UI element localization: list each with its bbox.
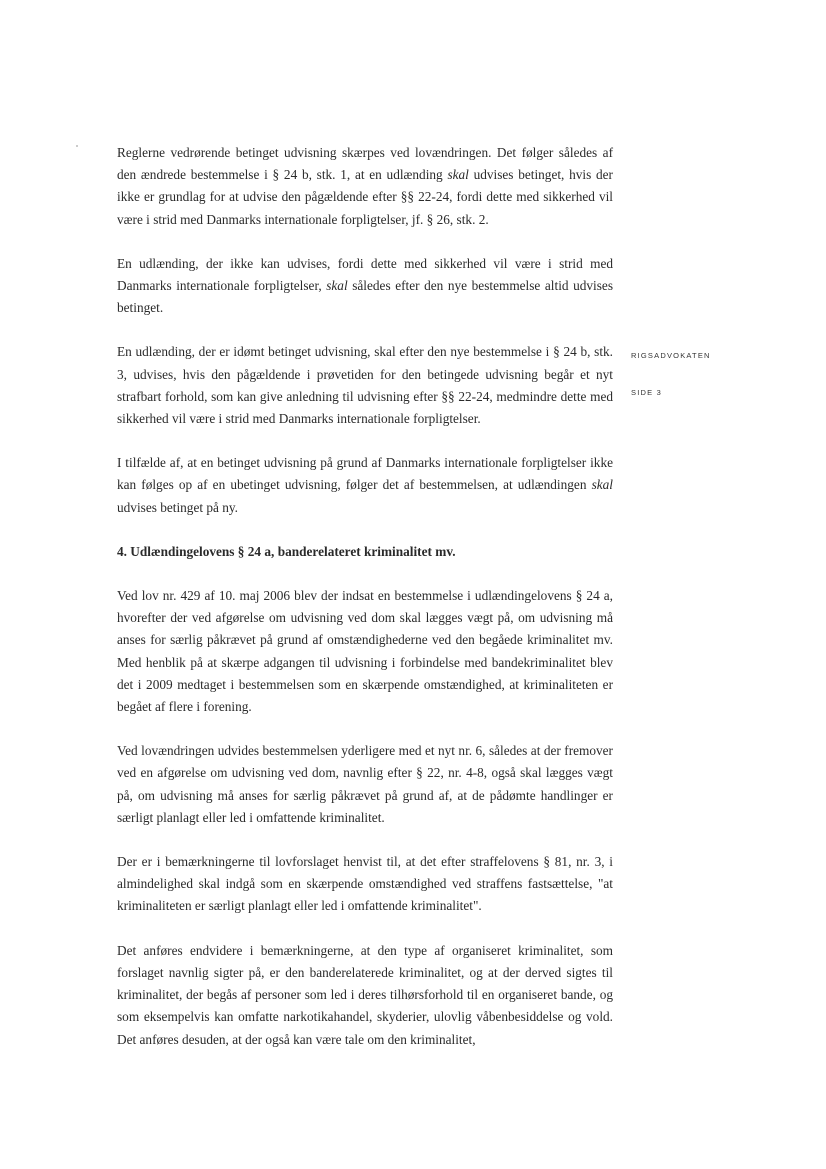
page-number: SIDE 3 (631, 388, 662, 397)
paragraph-2: En udlænding, der ikke kan udvises, fordi dette med sikkerhed vil være i strid med Danmarks internationale forpligtelser, skal således efter den nye bestemmelse altid udvises betinget. (117, 255, 613, 316)
paragraph-1: Reglerne vedrørende betinget udvisning skærpes ved lovændringen. Det følger således af den ændrede bestemmelse i § 24 b, stk. 1, at en udlænding skal udvises betinget, hvis der ikke er grundlag for at udvise den pågældende efter §§ 22-24, fordi dette med sikkerhed vil være i strid med Danmarks internationale forpligtelser, jf. § 26, stk. 2. (117, 145, 613, 227)
paragraph-8: Det anføres endvidere i bemærkningerne, at den type af organiseret kriminalitet, som forslaget navnlig sigter på, er den banderelaterede kriminalitet, og at der derved sigtes til kriminalitet, der begås af personer som led i deres tilhørsforhold til en organiseret bande, og som eksempelvis kan omfatte narkotikahandel, skyderier, ulovlig våbenbesiddelse og vold. Det anføres desuden, at der også kan være tale om den kriminalitet, (117, 942, 613, 1047)
sidebar-org-name: RIGSADVOKATEN (631, 351, 711, 360)
section-heading: 4. Udlændingelovens § 24 a, banderelateret kriminalitet mv. (117, 543, 456, 559)
paragraph-5: Ved lov nr. 429 af 10. maj 2006 blev der indsat en bestemmelse i udlændingelovens § 24 a, hvorefter der ved afgørelse om udvisning ved dom skal lægges vægt på, om udvisning må anses for særlig påkrævet på grund af omstændighederne ved den begåede kriminalitet mv. Med henblik på at skærpe adgangen til udvisning i forbindelse med bandekriminalitet blev det i 2009 medtaget i bestemmelsen som en skærpende omstændighed, at kriminaliteten er begået af flere i forening. (117, 588, 613, 715)
paragraph-4: I tilfælde af, at en betinget udvisning på grund af Danmarks internationale forpligtelser ikke kan følges op af en ubetinget udvisning, følger det af bestemmelsen, at udlændingen skal udvises betinget på ny. (117, 455, 613, 515)
scan-speck (76, 145, 78, 147)
paragraph-7: Der er i bemærkningerne til lovforslaget henvist til, at det efter straffelovens § 81, nr. 3, i almindelighed skal indgå som en skærpende omstændighed ved straffens fastsættelse, "at kriminaliteten er særligt planlagt eller led i omfattende kriminalitet". (117, 854, 613, 914)
paragraph-3: En udlænding, der er idømt betinget udvisning, skal efter den nye bestemmelse i § 24 b, stk. 3, udvises, hvis den pågældende i prøvetiden for den betingede udvisning begår et nyt strafbart forhold, som kan give anledning til udvisning efter §§ 22-24, medmindre dette med sikkerhed vil være i strid med Danmarks internationale forpligtelser. (117, 344, 613, 427)
paragraph-6: Ved lovændringen udvides bestemmelsen yderligere med et nyt nr. 6, således at der fremover ved en afgørelse om udvisning ved dom, navnlig efter § 22, nr. 4-8, også skal lægges vægt på, om udvisning må anses for særlig påkrævet på grund af, at de pådømte handlinger er særligt planlagt eller led i omfattende kriminalitet. (117, 743, 613, 825)
document-body (117, 142, 613, 1073)
